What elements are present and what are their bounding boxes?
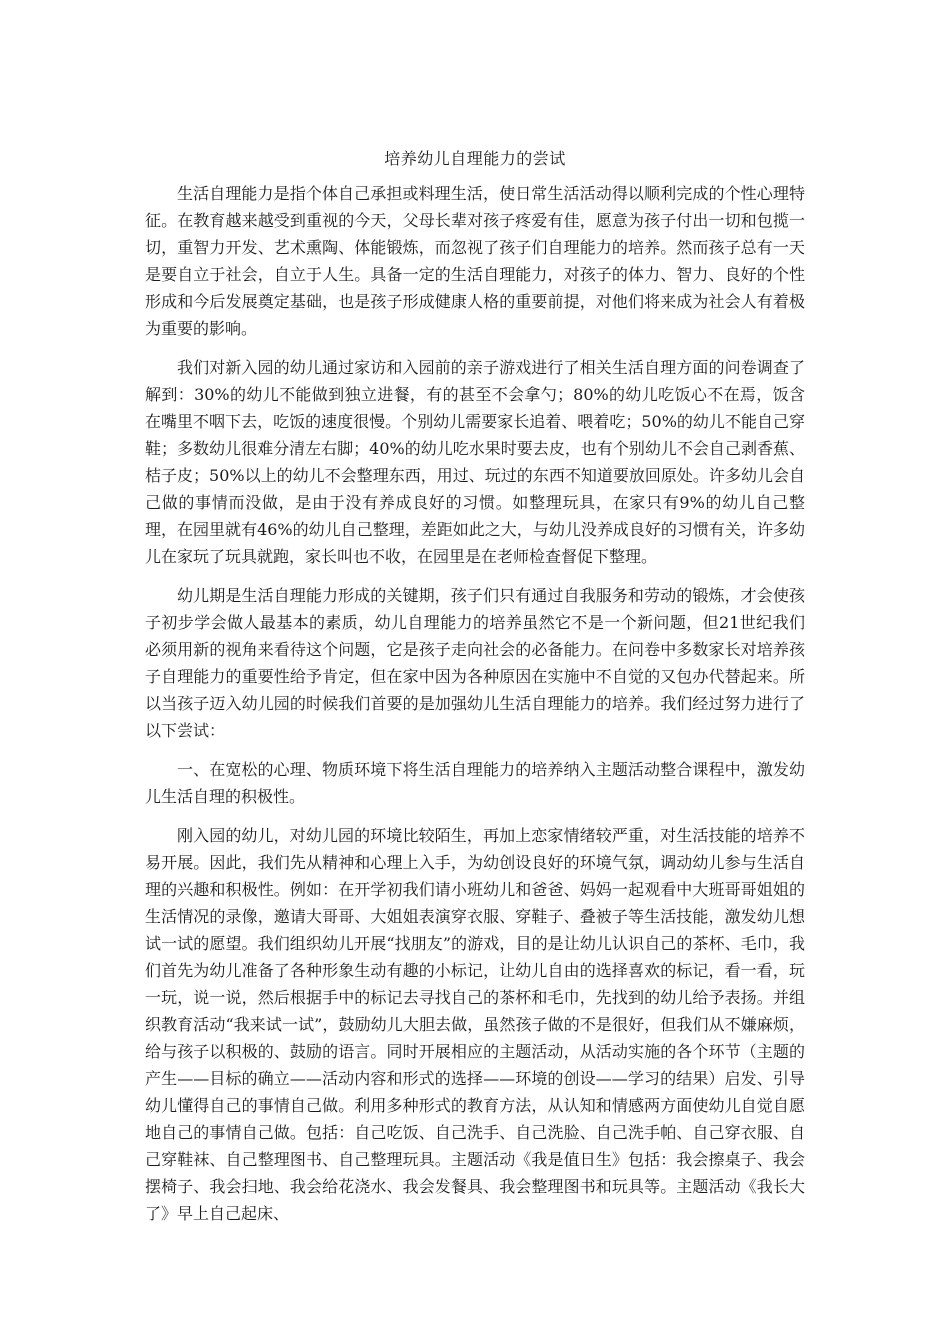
document-title: 培养幼儿自理能力的尝试 xyxy=(384,149,566,168)
paragraph-intro: 生活自理能力是指个体自己承担或料理生活，使日常生活活动得以顺利完成的个性心理特征。在教育越来越受到重视的今天，父母长辈对孩子疼爱有佳，愿意为孩子付出一切和包揽一切，重智力开发、艺术熏陶、体能锻炼，而忽视了孩子们自理能力的培养。然而孩子总有一天是要自立于社会，自立于人生。具备一定的生活自理能力，对孩子的体力、智力、良好的个性形成和今后发展奠定基础，也是孩子形成健康人格的重要前提，对他们将来成为社会人有着极为重要的影响。 xyxy=(145,184,805,338)
paragraph-section-one-heading: 一、在宽松的心理、物质环境下将生活自理能力的培养纳入主题活动整合课程中，激发幼儿生活自理的积极性。 xyxy=(145,760,805,806)
paragraph-section-one-body: 刚入园的幼儿，对幼儿园的环境比较陌生，再加上恋家情绪较严重，对生活技能的培养不易开展。因此，我们先从精神和心理上入手，为幼创设良好的环境气氛，调动幼儿参与生活自理的兴趣和积极性。例如：在开学初我们请小班幼儿和爸爸、妈妈一起观看中大班哥哥姐姐的生活情况的录像，邀请大哥哥、大姐姐表演穿衣服、穿鞋子、叠被子等生活技能，激发幼儿想试一试的愿望。我们组织幼儿开展“找朋友”的游戏，目的是让幼儿认识自己的茶杯、毛巾，我们首先为幼儿准备了各种形象生动有趣的小标记，让幼儿自由的选择喜欢的标记，看一看，玩一玩，说一说，然后根据手中的标记去寻找自己的茶杯和毛巾，先找到的幼儿给予表扬。并组织教育活动“我来试一试”，鼓励幼儿大胆去做，虽然孩子做的不是很好，但我们从不嫌麻烦，给与孩子以积极的、鼓励的语言。同时开展相应的主题活动，从活动实施的各个环节（主题的产生——目标的确立——活动内容和形式的选择——环境的创设——学习的结果）启发、引导幼儿懂得自己的事情自己做。利用多种形式的教育方法，从认知和情感两方面使幼儿自觉自愿地自己的事情自己做。包括：自己吃饭、自己洗手、自己洗脸、自己洗手帕、自己穿衣服、自己穿鞋袜、自己整理图书、自己整理玩具。主题活动《我是值日生》包括：我会擦桌子、我会摆椅子、我会扫地、我会给花浇水、我会发餐具、我会整理图书和玩具等。主题活动《我长大了》早上自己起床、 xyxy=(145,826,805,1223)
paragraph-key-period: 幼儿期是生活自理能力形成的关键期，孩子们只有通过自我服务和劳动的锻炼，才会使孩子初步学会做人最基本的素质，幼儿自理能力的培养虽然它不是一个新问题，但21世纪我们必须用新的视角来看待这个问题，它是孩子走向社会的必备能力。在问卷中多数家长对培养孩子自理能力的重要性给予肯定，但在家中因为各种原因在实施中不自觉的又包办代替起来。所以当孩子迈入幼儿园的时候我们首要的是加强幼儿生活自理能力的培养。我们经过努力进行了以下尝试： xyxy=(145,586,805,740)
document-page xyxy=(145,146,805,1239)
paragraph-survey: 我们对新入园的幼儿通过家访和入园前的亲子游戏进行了相关生活自理方面的问卷调查了解到：30%的幼儿不能做到独立进餐，有的甚至不会拿勺；80%的幼儿吃饭心不在焉，饭含在嘴里不咽下去，吃饭的速度很慢。个别幼儿需要家长追着、喂着吃；50%的幼儿不能自己穿鞋；多数幼儿很难分清左右脚；40%的幼儿吃水果时要去皮，也有个别幼儿不会自己剥香蕉、桔子皮；50%以上的幼儿不会整理东西，用过、玩过的东西不知道要放回原处。许多幼儿会自己做的事情而没做，是由于没有养成良好的习惯。如整理玩具，在家只有9%的幼儿自己整理，在园里就有46%的幼儿自己整理，差距如此之大，与幼儿没养成良好的习惯有关，许多幼儿在家玩了玩具就跑，家长叫也不收，在园里是在老师检查督促下整理。 xyxy=(145,358,805,566)
